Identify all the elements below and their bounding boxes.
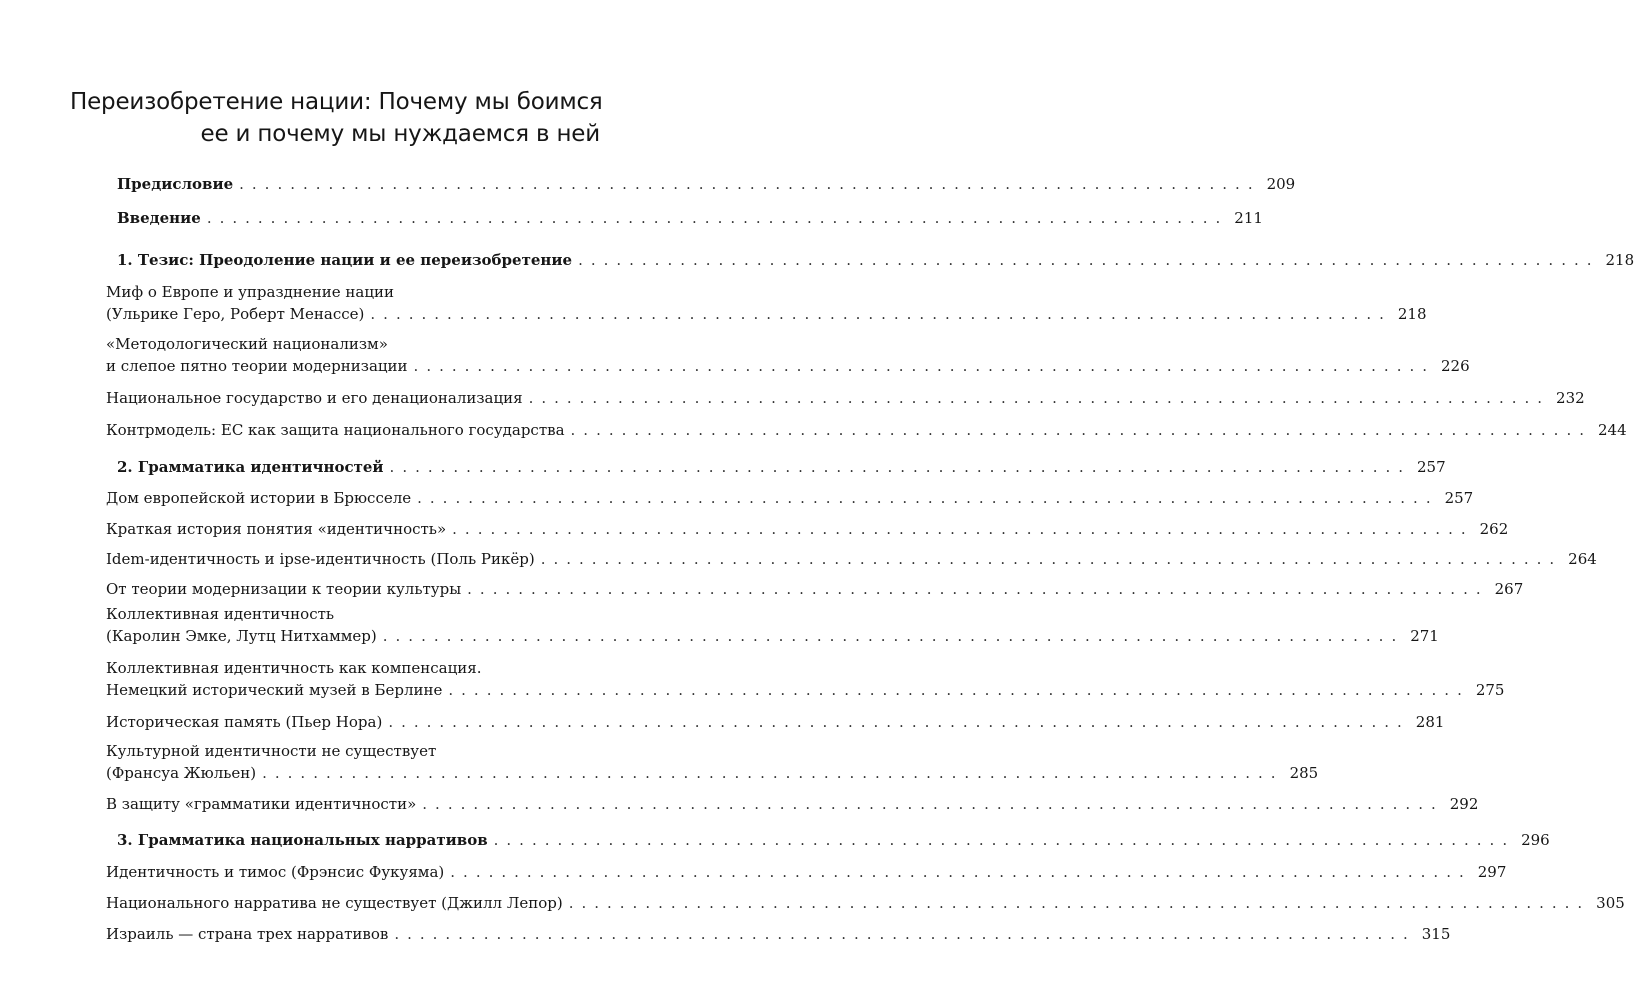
dot-leader: ................................................................................ <box>413 357 1435 375</box>
dot-leader: ................................................................................ <box>239 175 1261 193</box>
toc-entry-title: Введение <box>117 209 201 227</box>
toc-entry-title: 2. Грамматика идентичностей <box>117 458 384 476</box>
toc-page-number: 271 <box>1410 627 1439 645</box>
toc-page-number: 244 <box>1597 421 1627 439</box>
toc-page-number: 297 <box>1477 863 1507 881</box>
toc-page-number: 232 <box>1556 389 1585 407</box>
toc-entry-title: Дом европейской истории в Брюсселе <box>106 489 412 507</box>
toc-entry-title: 1. Тезис: Преодоление нации и ее переизобретение <box>117 251 573 269</box>
toc-page-number: 226 <box>1441 357 1470 375</box>
dot-leader: ................................................................................ <box>417 489 1439 507</box>
dot-leader: ................................................................................ <box>493 831 1516 849</box>
toc-entry-line: Культурной идентичности не существует <box>106 742 437 760</box>
dot-leader: ................................................................................ <box>370 305 1392 323</box>
toc-entry-title: Израиль — страна трех нарративов <box>106 925 389 943</box>
toc-entry-title: Национального нарратива не существует (Джилл Лепор) <box>106 894 563 912</box>
title-line-2: ее и почему мы нуждаемся в ней <box>200 121 600 147</box>
toc-page-number: 285 <box>1289 764 1319 782</box>
dot-leader: ................................................................................ <box>578 251 1600 269</box>
toc-entry-title: Контрмодель: ЕС как защита национального государства <box>106 421 565 439</box>
dot-leader: ................................................................................ <box>388 713 1410 731</box>
dot-leader: ................................................................................ <box>389 458 1411 476</box>
toc-page-number: 218 <box>1605 251 1634 269</box>
dot-leader: ................................................................................ <box>422 795 1444 813</box>
toc-entry-title: 3. Грамматика национальных нарративов <box>117 831 488 849</box>
toc-entry-line: Миф о Европе и упразднение нации <box>106 283 394 301</box>
dot-leader: ................................................................................ <box>528 389 1551 407</box>
toc-page-number: 257 <box>1417 458 1446 476</box>
toc-entry-title: В защиту «грамматики идентичности» <box>106 795 417 813</box>
toc-entry-title: Краткая история понятия «идентичность» <box>106 520 447 538</box>
dot-leader: ................................................................................ <box>206 209 1229 227</box>
toc-entry-line: Коллективная идентичность <box>106 605 335 623</box>
toc-entry-title: Idem-идентичность и ipse-идентичность (Поль Рикёр) <box>106 550 535 568</box>
toc-page-number: 315 <box>1421 925 1451 943</box>
toc-page-number: 296 <box>1521 831 1550 849</box>
dot-leader: ................................................................................ <box>467 580 1489 598</box>
dot-leader: ................................................................................ <box>452 520 1474 538</box>
dot-leader: ................................................................................ <box>450 863 1472 881</box>
toc-page-number: 211 <box>1234 209 1263 227</box>
toc-entry-title: (Франсуа Жюльен) <box>106 764 257 782</box>
toc-page-number: 264 <box>1568 550 1597 568</box>
toc-page-number: 292 <box>1449 795 1479 813</box>
toc-page-number: 218 <box>1397 305 1427 323</box>
dot-leader: ................................................................................ <box>382 627 1405 645</box>
dot-leader: ................................................................................ <box>568 894 1591 912</box>
toc-entry-title: (Каролин Эмке, Лутц Нитхаммер) <box>106 627 377 645</box>
toc-entry-title: (Ульрике Геро, Роберт Менассе) <box>106 305 365 323</box>
toc-page-number: 262 <box>1479 520 1509 538</box>
toc-page-number: 267 <box>1494 580 1524 598</box>
dot-leader: ................................................................................ <box>262 764 1284 782</box>
toc-entry-line: «Методологический национализм» <box>106 335 388 353</box>
toc-entry-title: От теории модернизации к теории культуры <box>106 580 462 598</box>
toc-entry-line: Коллективная идентичность как компенсация. <box>106 659 482 677</box>
toc-entry-title: Национальное государство и его денационализация <box>106 389 523 407</box>
title-line-1: Переизобретение нации: Почему мы боимся <box>70 89 603 115</box>
toc-entry-title: Идентичность и тимос (Фрэнсис Фукуяма) <box>106 863 445 881</box>
toc-page-number: 209 <box>1266 175 1296 193</box>
toc-entry-title: Предисловие <box>117 175 234 193</box>
toc-page-number: 281 <box>1415 713 1445 731</box>
dot-leader: ................................................................................ <box>448 681 1470 699</box>
toc-entry-title: Немецкий исторический музей в Берлине <box>106 681 443 699</box>
toc-page-number: 275 <box>1475 681 1505 699</box>
dot-leader: ................................................................................ <box>394 925 1416 943</box>
dot-leader: ................................................................................ <box>540 550 1563 568</box>
contents-title <box>70 86 603 150</box>
toc-entry-title: Историческая память (Пьер Нора) <box>106 713 383 731</box>
dot-leader: ................................................................................ <box>570 421 1592 439</box>
toc-page-number: 257 <box>1444 489 1474 507</box>
toc-page-number: 305 <box>1596 894 1625 912</box>
toc-entry-title: и слепое пятно теории модернизации <box>106 357 408 375</box>
